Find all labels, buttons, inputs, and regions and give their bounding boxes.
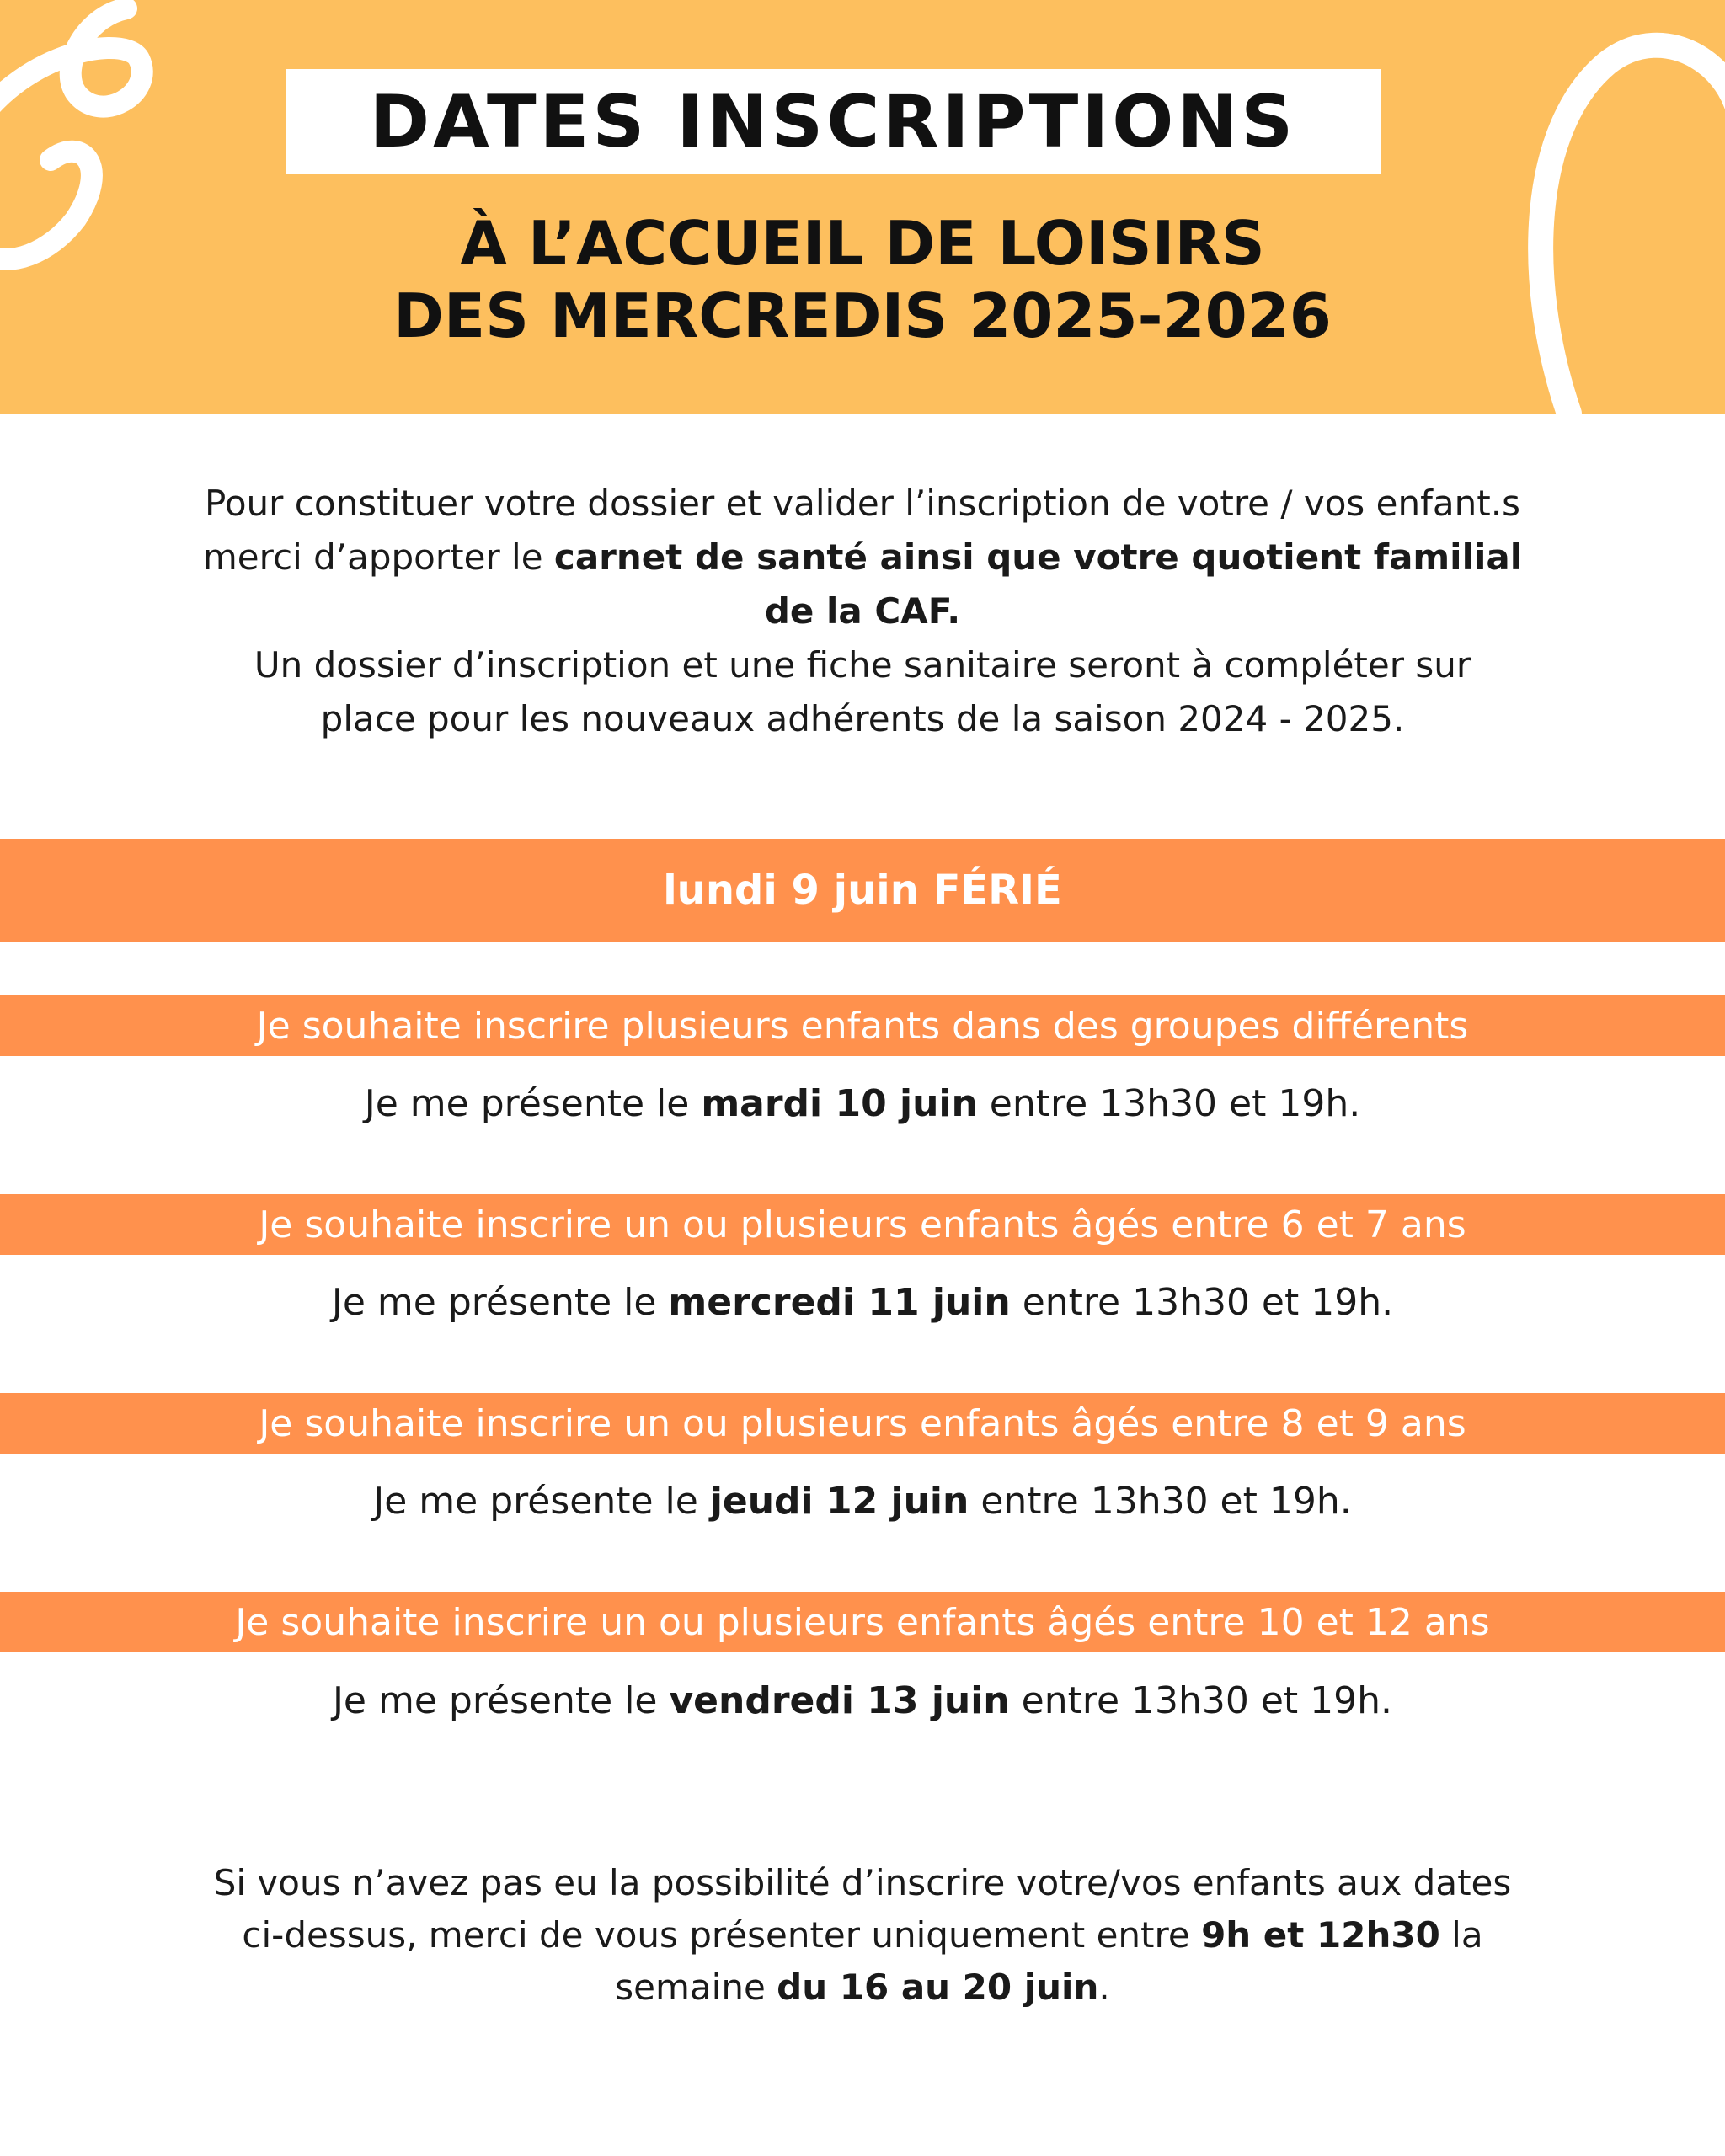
group-band [0, 1194, 1725, 1255]
intro-line-5: place pour les nouveaux adhérents de la saison 2024 - 2025. [320, 698, 1405, 739]
intro-line-2 [101, 531, 1624, 584]
footer-note [152, 1857, 1573, 2014]
footer-line-2 [152, 1909, 1573, 1961]
schedule-day: jeudi 12 juin [709, 1480, 969, 1523]
header-banner [0, 0, 1725, 414]
subtitle-line-2: DES MERCREDIS 2025-2026 [393, 280, 1332, 351]
footer-line-3 [152, 1961, 1573, 2014]
schedule-text: Je me présente le [373, 1480, 710, 1523]
intro-line-4: Un dossier d’inscription et une fiche sanitaire seront à compléter sur [254, 644, 1471, 686]
intro-line-3 [101, 584, 1624, 638]
schedule-day: mardi 10 juin [701, 1082, 978, 1125]
intro-line-3-bold: de la CAF. [764, 590, 961, 632]
intro-line-2-text: merci d’apporter le [202, 536, 554, 578]
group-band [0, 995, 1725, 1056]
group-schedule-line [0, 1480, 1725, 1523]
page-title: DATES INSCRIPTIONS [369, 79, 1297, 164]
schedule-text: Je me présente le [364, 1082, 702, 1125]
schedule-hours: entre 13h30 et 19h. [1010, 1281, 1394, 1324]
group-band-label: Je souhaite inscrire un ou plusieurs enfants âgés entre 6 et 7 ans [259, 1203, 1466, 1246]
group-band-label: Je souhaite inscrire un ou plusieurs enfants âgés entre 10 et 12 ans [235, 1600, 1490, 1644]
title-box [286, 69, 1381, 174]
footer-hours: 9h et 12h30 [1201, 1914, 1440, 1956]
schedule-hours: entre 13h30 et 19h. [1009, 1679, 1393, 1722]
schedule-text: Je me présente le [332, 1679, 670, 1722]
group-band [0, 1592, 1725, 1652]
footer-line-2-end: la [1439, 1914, 1483, 1956]
intro-line-1: Pour constituer votre dossier et valider l’inscription de votre / vos enfant.s [205, 483, 1520, 524]
footer-line-3-text: semaine [615, 1967, 777, 2008]
schedule-day: vendredi 13 juin [669, 1679, 1010, 1722]
subtitle-line-1: À L’ACCUEIL DE LOISIRS [460, 208, 1265, 279]
group-schedule-line [0, 1281, 1725, 1324]
intro-text [101, 477, 1624, 746]
intro-line-2-bold: carnet de santé ainsi que votre quotient familial [553, 536, 1523, 578]
group-band-label: Je souhaite inscrire un ou plusieurs enfants âgés entre 8 et 9 ans [259, 1401, 1466, 1445]
footer-line-1: Si vous n’avez pas eu la possibilité d’inscrire votre/vos enfants aux dates [213, 1862, 1512, 1903]
schedule-hours: entre 13h30 et 19h. [969, 1480, 1352, 1523]
group-band-label: Je souhaite inscrire plusieurs enfants dans des groupes différents [256, 1004, 1469, 1048]
schedule-text: Je me présente le [331, 1281, 669, 1324]
holiday-banner [0, 839, 1725, 942]
group-schedule-line [0, 1679, 1725, 1722]
footer-line-2-text: ci-dessus, merci de vous présenter uniquement entre [242, 1914, 1202, 1956]
group-schedule-line [0, 1082, 1725, 1125]
group-band [0, 1393, 1725, 1454]
footer-dates: du 16 au 20 juin [777, 1967, 1099, 2008]
footer-line-3-end: . [1098, 1967, 1110, 2008]
holiday-label: lundi 9 juin FÉRIÉ [663, 867, 1062, 914]
swirl-decoration-right [1489, 0, 1725, 414]
schedule-hours: entre 13h30 et 19h. [977, 1082, 1361, 1125]
schedule-day: mercredi 11 juin [668, 1281, 1011, 1324]
